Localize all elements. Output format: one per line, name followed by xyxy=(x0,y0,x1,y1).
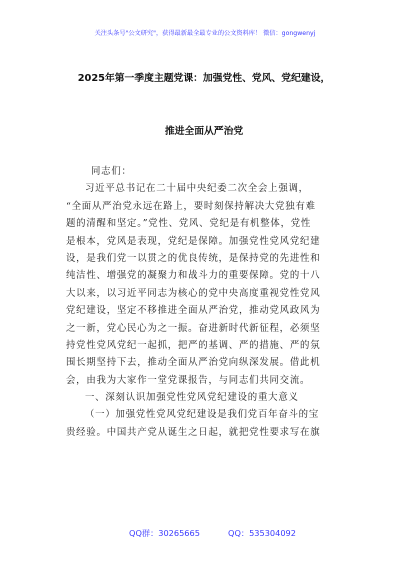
body-line: “全面从严治党永远在路上，要时刻保持解决大党独有难 xyxy=(66,200,316,212)
page-footer xyxy=(0,528,408,542)
document-title-line-2: 推进全面从严治党 xyxy=(164,126,244,137)
document-body xyxy=(66,163,348,441)
greeting: 同志们： xyxy=(91,166,132,177)
body-line: 会，由我为大家作一堂党课报告，与同志们共同交流。 xyxy=(66,374,311,386)
body-line: 围长期坚持下去，推动全面从严治党向纵深发展。借此机 xyxy=(66,357,321,369)
body-line: 习近平总书记在二十届中央纪委二次全会上强调， xyxy=(85,183,309,195)
body-line: 纯洁性、增强党的凝聚力和战斗力的重要保障。党的十八 xyxy=(66,270,321,282)
body-line: 大以来，以习近平同志为核心的党中央高度重视党性党风 xyxy=(66,287,321,299)
body-line: 之一新，党心民心为之一振。奋进新时代新征程，必须坚 xyxy=(66,322,321,334)
page-header: 关注头条号"公文研究"，获得最新最全最专业的公文资料库！ 微信：gongwenyj xyxy=(94,30,316,37)
footer-qq-group: QQ群：30265665 xyxy=(129,528,200,538)
body-line: 党纪建设，坚定不移推进全面从严治党，推动党风政风为 xyxy=(66,305,321,317)
body-line: 设，是我们党一以贯之的优良传统，是保持党的先进性和 xyxy=(66,252,321,264)
body-line: 持党性党风党纪一起抓，把严的基调、严的措施、严的氛 xyxy=(66,339,321,351)
body-line: 贵经验。中国共产党从诞生之日起，就把党性要求写在旗 xyxy=(66,426,321,438)
footer-qq-number: QQ：535304092 xyxy=(228,528,296,538)
document-title-line-1: 2025年第一季度主题党课：加强党性、党风、党纪建设， xyxy=(77,73,331,84)
body-line: 题的清醒和坚定。”党性、党风、党纪是有机整体，党性 xyxy=(66,218,312,230)
body-line: （一）加强党性党风党纪建设是我们党百年奋斗的宝 xyxy=(85,409,320,421)
section-heading: 一、深刻认识加强党性党风党纪建设的重大意义 xyxy=(85,392,299,404)
body-line: 是根本，党风是表现，党纪是保障。加强党性党风党纪建 xyxy=(66,235,321,247)
